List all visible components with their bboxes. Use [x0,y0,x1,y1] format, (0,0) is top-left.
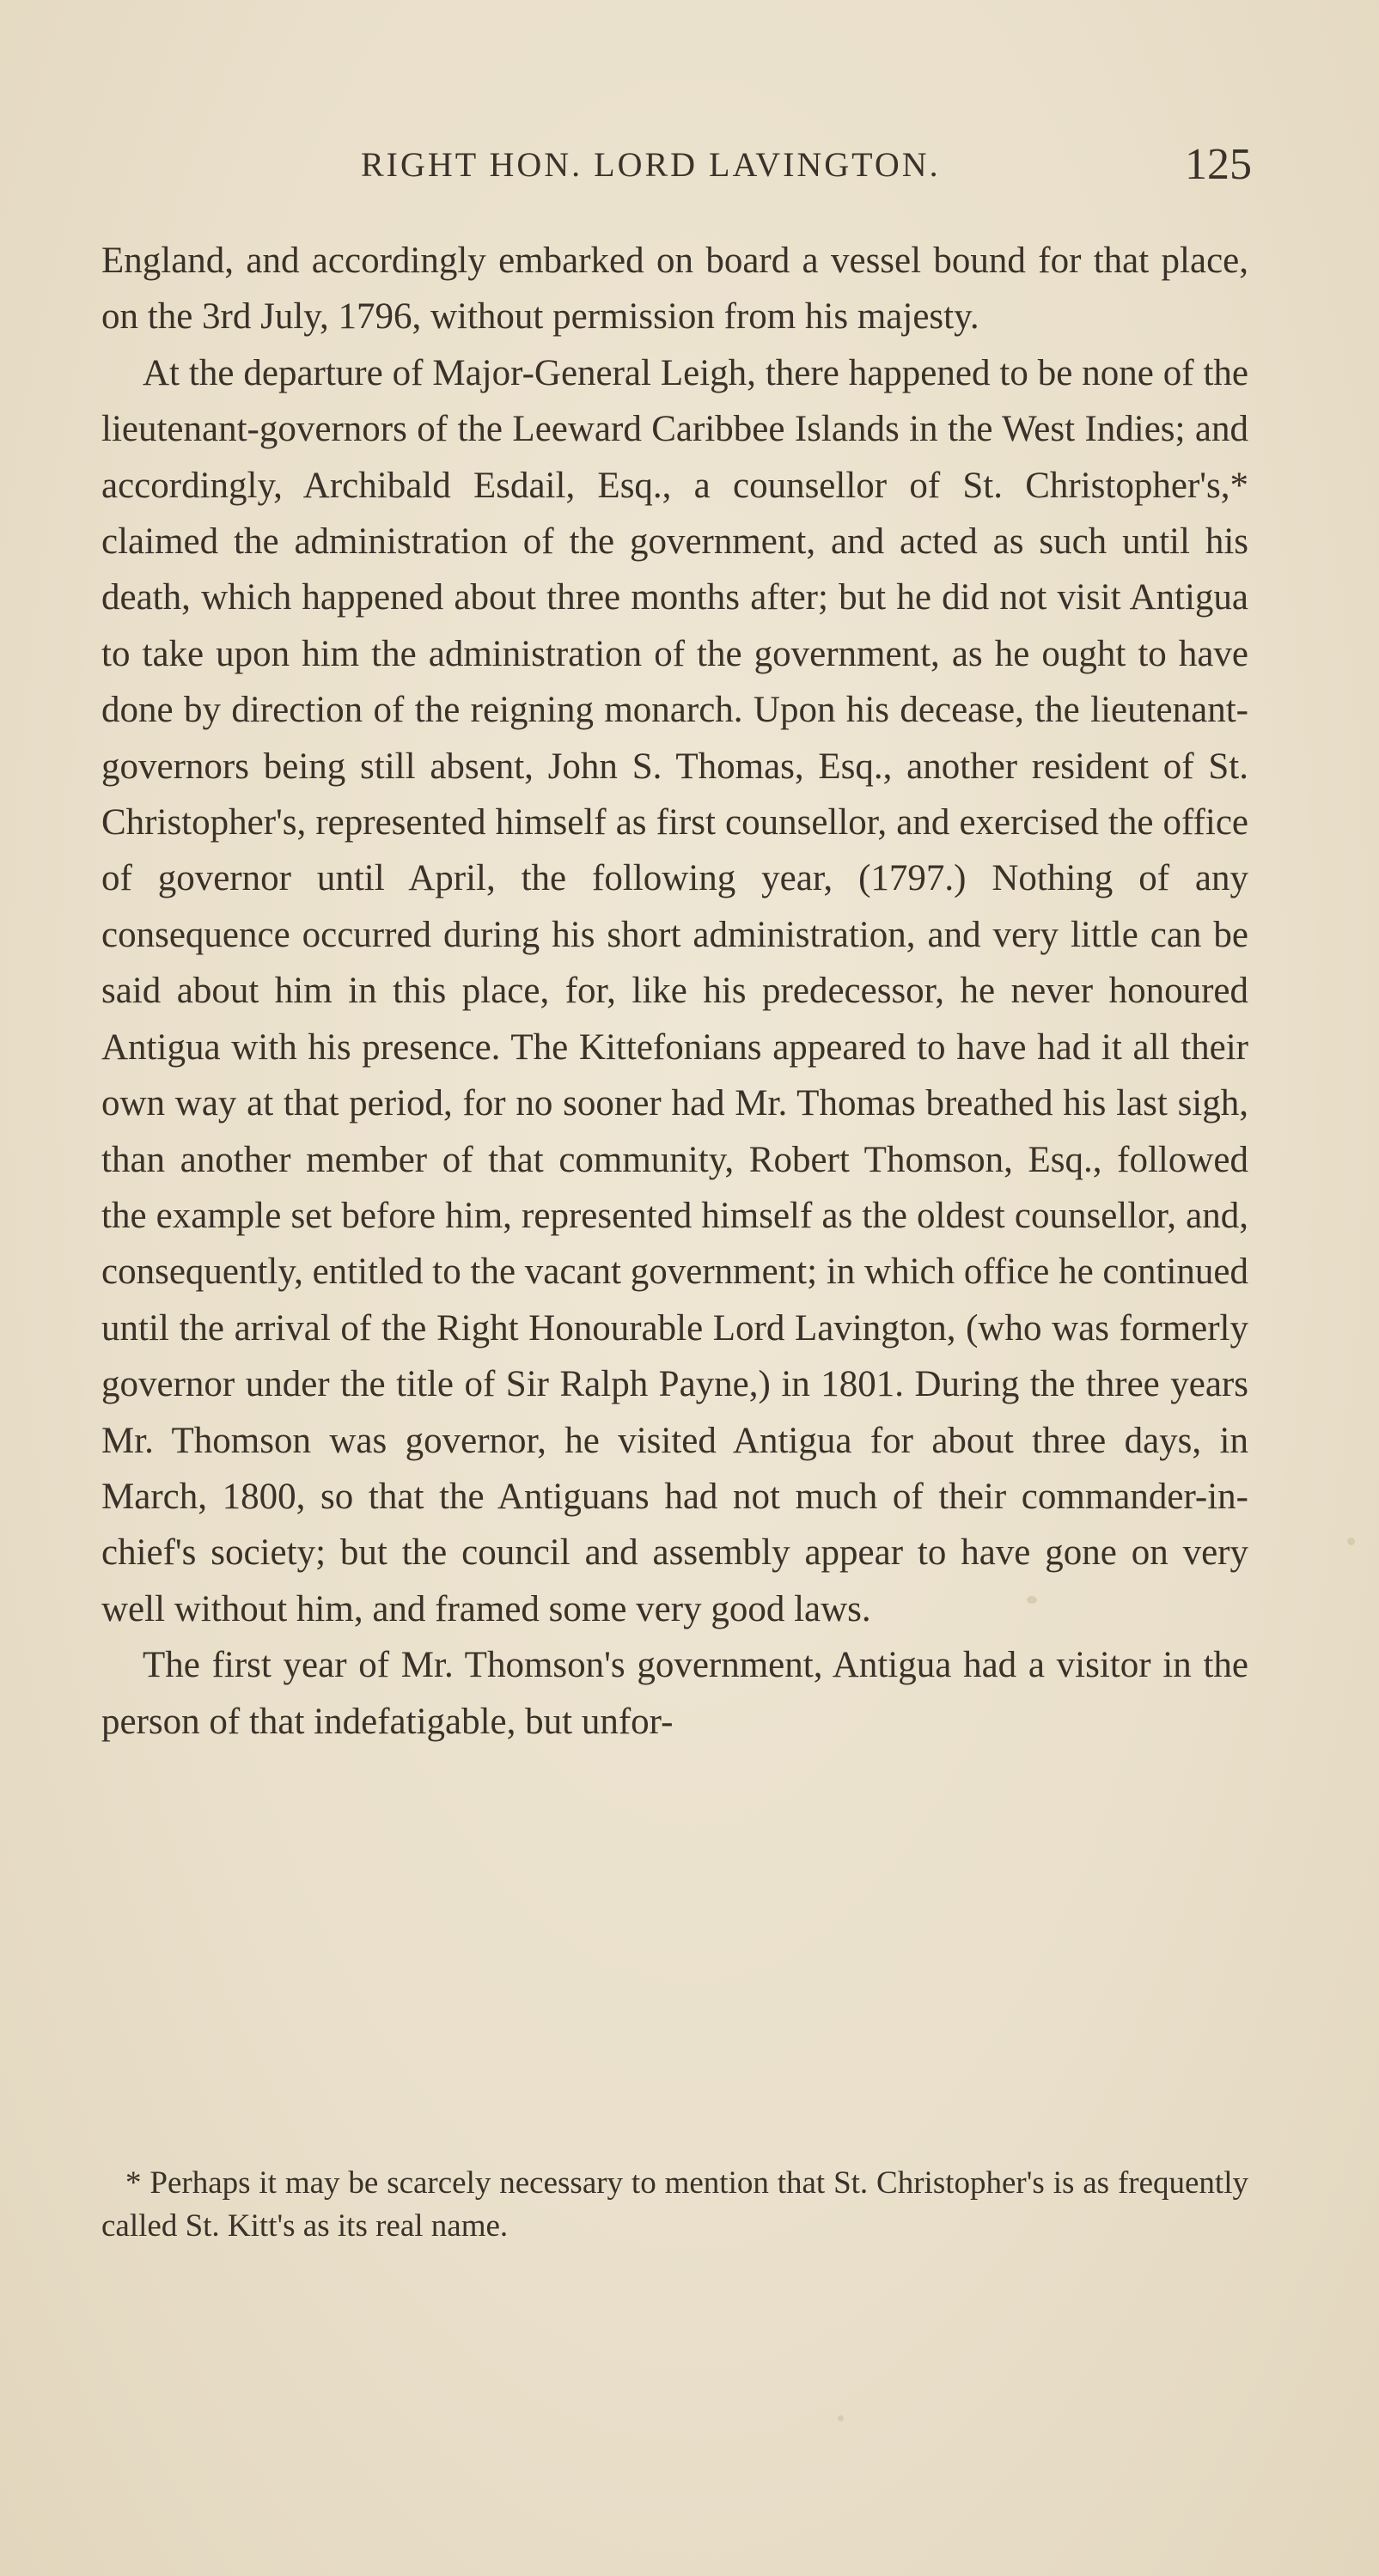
paper-blemish [838,2415,844,2421]
paragraph: The first year of Mr. Thomson's government, Antigua had a visitor in the person of that indefatigable, but unfor- [101,1645,1248,1742]
paper-blemish [1347,1538,1355,1545]
body-text [101,233,1248,1750]
page-number: 125 [1185,140,1252,189]
running-title: RIGHT HON. LORD LAVINGTON. [361,145,941,184]
running-head [103,140,1252,196]
paragraph: England, and accordingly embarked on board a vessel bound for that place, on the 3rd July, 1796, without permission from his majesty. [101,241,1248,338]
paragraph: At the departure of Major-General Leigh, there happened to be none of the lieutenant-governors of the Leeward Caribbee Islands in the West Indies; and accordingly, Archibald Esdail, Esq., a counsellor of St. Christopher's,* claimed the administration of the government, and acted as such until his death, which happened about three months after; but he did not visit Antigua to take upon him the administration of the government, as he ought to have done by direction of the reigning monarch. Upon his decease, the lieutenant-governors being still absent, John S. Thomas, Esq., another resident of St. Christopher's, represented himself as first counsellor, and exercised the office of governor until April, the following year, (1797.) Nothing of any consequence occurred during his short administration, and very little can be said about him in this place, for, like his predecessor, he never honoured Antigua with his presence. The Kittefonians appeared to have had it all their own way at that period, for no sooner had Mr. Thomas breathed his last sigh, than another member of that community, Robert Thomson, Esq., followed the example set before him, represented himself as the oldest counsellor, and, consequently, entitled to the vacant government; in which office he continued until the arrival of the Right Honourable Lord Lavington, (who was formerly governor under the title of Sir Ralph Payne,) in 1801. During the three years Mr. Thomson was governor, he visited Antigua for about three days, in March, 1800, so that the Antiguans had not much of their commander-in-chief's society; but the council and assembly appear to have gone on very well without him, and framed some very good laws. [101,352,1248,1629]
paper-blemish [1027,1596,1037,1604]
footnote: * Perhaps it may be scarcely necessary to mention that St. Christopher's is as frequently called St. Kitt's as its real name. [101,2165,1248,2244]
